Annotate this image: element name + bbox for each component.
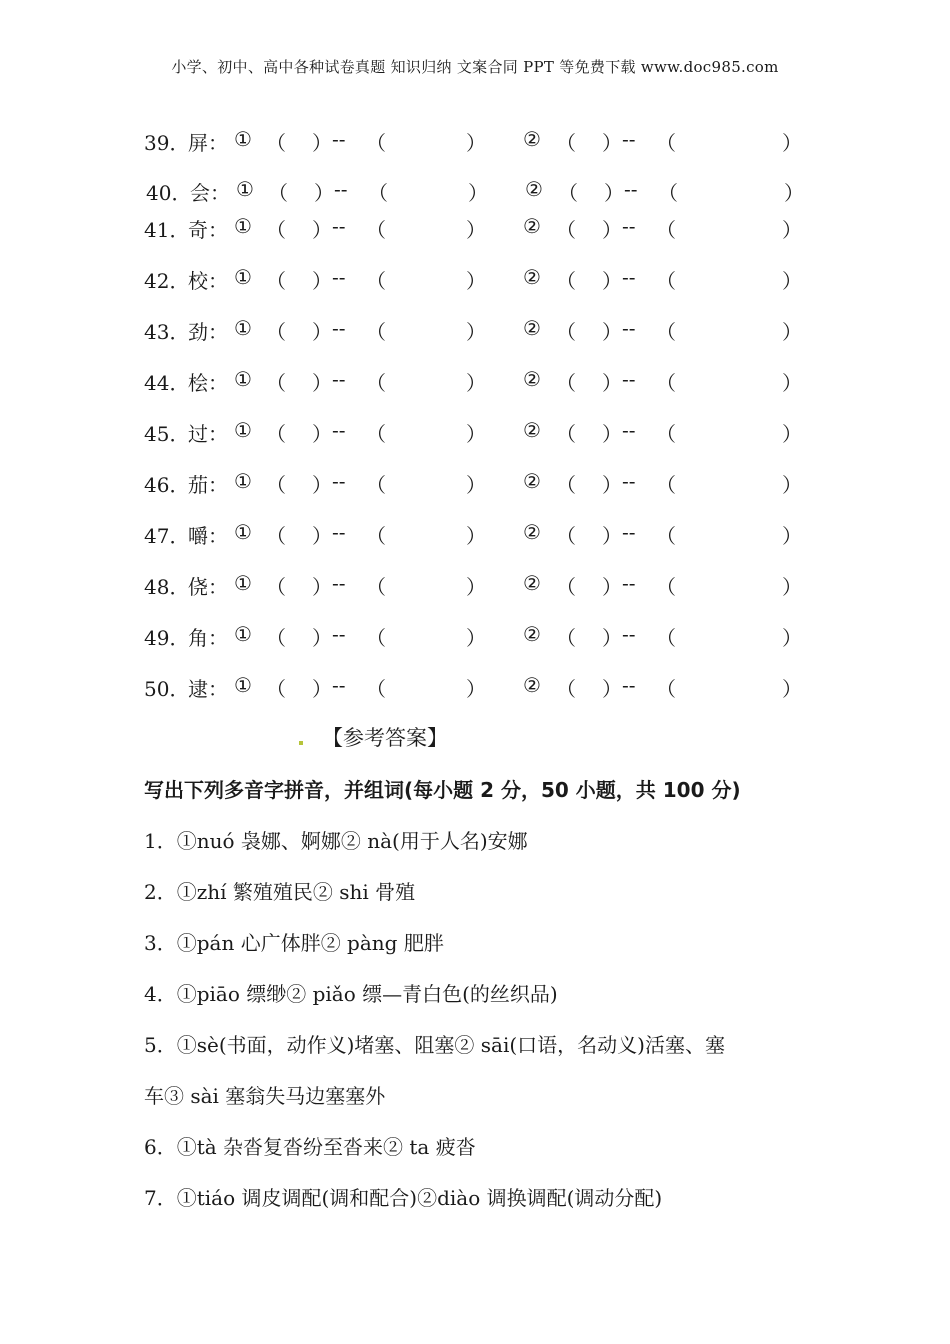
circle-two: ②	[523, 673, 541, 697]
question-character: 劲：	[188, 320, 228, 344]
question-character: 奇：	[188, 218, 228, 242]
circle-one: ①	[234, 265, 252, 289]
pinyin-blank-open: （	[266, 677, 286, 701]
word-blank-open: （	[656, 626, 676, 650]
dash-separator: --	[622, 418, 636, 442]
word-blank-open: （	[366, 131, 386, 155]
dash-separator: --	[332, 367, 346, 391]
stray-dot	[299, 741, 303, 745]
pinyin-blank-close: ）	[604, 181, 624, 205]
question-character: 过：	[188, 422, 228, 446]
answer-section-title: 【参考答案】	[322, 726, 448, 750]
word-blank-open: （	[656, 524, 676, 548]
circle-one: ①	[234, 214, 252, 238]
word-blank-open: （	[656, 575, 676, 599]
pinyin-blank-open: （	[266, 320, 286, 344]
word-blank-open: （	[366, 626, 386, 650]
pinyin-blank-open: （	[556, 422, 576, 446]
dash-separator: --	[622, 673, 636, 697]
circle-one: ①	[234, 127, 252, 151]
question-row	[144, 367, 824, 395]
dash-separator: --	[332, 673, 346, 697]
question-character: 会：	[190, 181, 230, 205]
answer-line: 5．①sè(书面，动作义)堵塞、阻塞② sāi(口语，名动义)活塞、塞	[144, 1033, 725, 1057]
pinyin-blank-close: ）	[602, 371, 622, 395]
pinyin-blank-close: ）	[312, 422, 332, 446]
dash-separator: --	[622, 316, 636, 340]
pinyin-blank-open: （	[556, 269, 576, 293]
pinyin-blank-open: （	[266, 218, 286, 242]
circle-one: ①	[234, 316, 252, 340]
dash-separator: --	[332, 469, 346, 493]
dash-separator: --	[332, 571, 346, 595]
pinyin-blank-close: ）	[312, 371, 332, 395]
answer-line: 2．①zhí 繁殖殖民② shi 骨殖	[144, 880, 416, 904]
dash-separator: --	[622, 520, 636, 544]
question-number: 49．	[144, 626, 190, 650]
pinyin-blank-close: ）	[602, 131, 622, 155]
word-blank-close: ）	[782, 626, 802, 650]
circle-one: ①	[234, 418, 252, 442]
circle-two: ②	[523, 622, 541, 646]
dash-separator: --	[622, 469, 636, 493]
question-character: 逮：	[188, 677, 228, 701]
circle-one: ①	[234, 571, 252, 595]
dash-separator: --	[622, 214, 636, 238]
word-blank-open: （	[366, 422, 386, 446]
question-character: 屏：	[188, 131, 228, 155]
question-number: 48．	[144, 575, 190, 599]
pinyin-blank-open: （	[556, 371, 576, 395]
word-blank-open: （	[366, 677, 386, 701]
question-row	[144, 316, 824, 344]
question-row	[144, 622, 824, 650]
answer-line: 1．①nuó 袅娜、婀娜② nà(用于人名)安娜	[144, 829, 528, 853]
pinyin-blank-open: （	[556, 575, 576, 599]
question-number: 50．	[144, 677, 190, 701]
dash-separator: --	[332, 214, 346, 238]
pinyin-blank-close: ）	[312, 524, 332, 548]
question-number: 41．	[144, 218, 190, 242]
pinyin-blank-open: （	[556, 473, 576, 497]
pinyin-blank-close: ）	[602, 677, 622, 701]
word-blank-close: ）	[782, 269, 802, 293]
answer-line: 3．①pán 心广体胖② pàng 肥胖	[144, 931, 444, 955]
pinyin-blank-open: （	[556, 524, 576, 548]
pinyin-blank-close: ）	[312, 218, 332, 242]
pinyin-blank-close: ）	[312, 677, 332, 701]
word-blank-close: ）	[466, 473, 486, 497]
answer-line: 6．①tà 杂沓复沓纷至沓来② ta 疲沓	[144, 1135, 476, 1159]
word-blank-open: （	[656, 677, 676, 701]
question-number: 42．	[144, 269, 190, 293]
circle-two: ②	[523, 214, 541, 238]
word-blank-open: （	[656, 218, 676, 242]
dash-separator: --	[332, 127, 346, 151]
pinyin-blank-close: ）	[602, 218, 622, 242]
word-blank-close: ）	[466, 626, 486, 650]
question-number: 46．	[144, 473, 190, 497]
circle-two: ②	[523, 571, 541, 595]
pinyin-blank-close: ）	[602, 575, 622, 599]
question-row	[144, 265, 824, 293]
word-blank-close: ）	[782, 677, 802, 701]
word-blank-open: （	[658, 181, 678, 205]
dash-separator: --	[622, 265, 636, 289]
word-blank-close: ）	[466, 422, 486, 446]
dash-separator: --	[622, 571, 636, 595]
dash-separator: --	[334, 177, 348, 201]
pinyin-blank-close: ）	[314, 181, 334, 205]
question-row	[144, 469, 824, 497]
word-blank-close: ）	[466, 677, 486, 701]
question-number: 39．	[144, 131, 190, 155]
pinyin-blank-close: ）	[312, 320, 332, 344]
word-blank-open: （	[656, 131, 676, 155]
circle-two: ②	[523, 418, 541, 442]
pinyin-blank-open: （	[268, 181, 288, 205]
circle-two: ②	[523, 127, 541, 151]
dash-separator: --	[622, 367, 636, 391]
question-number: 40．	[146, 181, 192, 205]
question-number: 47．	[144, 524, 190, 548]
word-blank-open: （	[366, 575, 386, 599]
page-header: 小学、初中、高中各种试卷真题 知识归纳 文案合同 PPT 等免费下载 www.doc985.com	[171, 58, 779, 76]
pinyin-blank-open: （	[556, 218, 576, 242]
pinyin-blank-close: ）	[602, 320, 622, 344]
word-blank-close: ）	[466, 269, 486, 293]
word-blank-open: （	[656, 473, 676, 497]
pinyin-blank-close: ）	[602, 422, 622, 446]
pinyin-blank-close: ）	[602, 269, 622, 293]
pinyin-blank-open: （	[266, 422, 286, 446]
word-blank-open: （	[656, 269, 676, 293]
word-blank-close: ）	[784, 181, 804, 205]
dash-separator: --	[622, 622, 636, 646]
question-character: 茄：	[188, 473, 228, 497]
word-blank-close: ）	[782, 371, 802, 395]
word-blank-open: （	[656, 320, 676, 344]
pinyin-blank-open: （	[266, 473, 286, 497]
question-row	[144, 418, 824, 446]
pinyin-blank-close: ）	[602, 473, 622, 497]
circle-one: ①	[236, 177, 254, 201]
circle-one: ①	[234, 622, 252, 646]
word-blank-close: ）	[782, 524, 802, 548]
word-blank-close: ）	[466, 320, 486, 344]
question-number: 43．	[144, 320, 190, 344]
question-character: 桧：	[188, 371, 228, 395]
word-blank-close: ）	[466, 371, 486, 395]
circle-two: ②	[523, 469, 541, 493]
question-row	[144, 673, 824, 701]
pinyin-blank-open: （	[558, 181, 578, 205]
word-blank-open: （	[366, 371, 386, 395]
word-blank-open: （	[368, 181, 388, 205]
dash-separator: --	[332, 418, 346, 442]
pinyin-blank-open: （	[266, 269, 286, 293]
circle-one: ①	[234, 520, 252, 544]
answer-line: 4．①piāo 缥缈② piǎo 缥—青白色(的丝织品)	[144, 982, 558, 1006]
pinyin-blank-close: ）	[312, 473, 332, 497]
pinyin-blank-open: （	[556, 320, 576, 344]
pinyin-blank-open: （	[266, 575, 286, 599]
word-blank-open: （	[366, 473, 386, 497]
word-blank-close: ）	[782, 218, 802, 242]
word-blank-close: ）	[466, 131, 486, 155]
pinyin-blank-open: （	[556, 626, 576, 650]
word-blank-close: ）	[466, 218, 486, 242]
word-blank-open: （	[656, 422, 676, 446]
pinyin-blank-close: ）	[602, 626, 622, 650]
pinyin-blank-open: （	[556, 677, 576, 701]
word-blank-close: ）	[782, 320, 802, 344]
question-character: 校：	[188, 269, 228, 293]
dash-separator: --	[624, 177, 638, 201]
dash-separator: --	[332, 622, 346, 646]
question-character: 侥：	[188, 575, 228, 599]
question-number: 45．	[144, 422, 190, 446]
pinyin-blank-close: ）	[312, 575, 332, 599]
circle-two: ②	[525, 177, 543, 201]
circle-one: ①	[234, 367, 252, 391]
pinyin-blank-open: （	[266, 626, 286, 650]
pinyin-blank-close: ）	[312, 269, 332, 293]
word-blank-open: （	[366, 320, 386, 344]
circle-one: ①	[234, 673, 252, 697]
circle-two: ②	[523, 316, 541, 340]
dash-separator: --	[622, 127, 636, 151]
word-blank-close: ）	[466, 524, 486, 548]
pinyin-blank-open: （	[266, 371, 286, 395]
question-character: 嚼：	[188, 524, 228, 548]
question-row	[144, 520, 824, 548]
pinyin-blank-open: （	[266, 524, 286, 548]
circle-one: ①	[234, 469, 252, 493]
question-row	[144, 214, 824, 242]
dash-separator: --	[332, 520, 346, 544]
circle-two: ②	[523, 520, 541, 544]
word-blank-close: ）	[466, 575, 486, 599]
word-blank-close: ）	[782, 131, 802, 155]
circle-two: ②	[523, 367, 541, 391]
answer-instruction: 写出下列多音字拼音，并组词(每小题 2 分，50 小题，共 100 分)	[144, 778, 741, 802]
word-blank-close: ）	[468, 181, 488, 205]
word-blank-close: ）	[782, 473, 802, 497]
word-blank-open: （	[656, 371, 676, 395]
word-blank-open: （	[366, 218, 386, 242]
dash-separator: --	[332, 316, 346, 340]
circle-two: ②	[523, 265, 541, 289]
pinyin-blank-open: （	[266, 131, 286, 155]
dash-separator: --	[332, 265, 346, 289]
answer-line: 7．①tiáo 调皮调配(调和配合)②diào 调换调配(调动分配)	[144, 1186, 663, 1210]
pinyin-blank-close: ）	[312, 626, 332, 650]
word-blank-close: ）	[782, 422, 802, 446]
pinyin-blank-close: ）	[602, 524, 622, 548]
word-blank-close: ）	[782, 575, 802, 599]
pinyin-blank-open: （	[556, 131, 576, 155]
question-character: 角：	[188, 626, 228, 650]
question-row	[144, 571, 824, 599]
word-blank-open: （	[366, 269, 386, 293]
pinyin-blank-close: ）	[312, 131, 332, 155]
question-row	[146, 177, 826, 205]
word-blank-open: （	[366, 524, 386, 548]
question-number: 44．	[144, 371, 190, 395]
answer-line: 车③ sài 塞翁失马边塞塞外	[144, 1084, 386, 1108]
question-row	[144, 127, 824, 155]
